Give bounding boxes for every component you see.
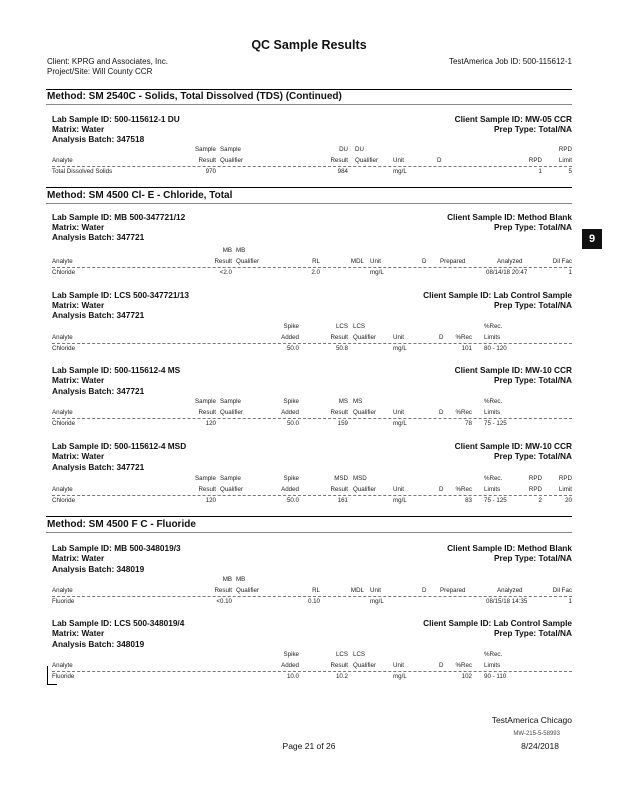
col-header: Prepared [440, 587, 466, 594]
col-header: MDL [350, 258, 364, 265]
table-cell: Chloride [52, 345, 76, 352]
col-header: D [422, 587, 427, 594]
scan-mark [47, 666, 48, 684]
table-cell: 50.0 [286, 497, 299, 504]
client-sample-id: Client Sample ID: MW-05 CCR [454, 114, 572, 124]
table-cell: 20 [565, 497, 572, 504]
col-header: MSD [334, 475, 348, 482]
table-cell: mg/L [393, 673, 407, 680]
prep-type: Prep Type: Total/NA [493, 553, 572, 563]
table-cell: 08/15/18 14:35 [486, 598, 528, 605]
footer-date: 8/24/2018 [521, 741, 559, 751]
lab-sample-id: Lab Sample ID: LCS 500-347721/13 [52, 290, 189, 300]
col-header: Unit [393, 486, 405, 493]
table-cell: 102 [461, 673, 472, 680]
client-sample-id: Client Sample ID: Method Blank [447, 212, 572, 222]
col-header: Sample [195, 146, 216, 153]
method-heading: Method: SM 2540C - Solids, Total Dissolved (TDS) (Continued) [47, 91, 342, 102]
matrix: Matrix: Water [52, 553, 105, 563]
table-rule [52, 495, 572, 496]
table-cell: 90 - 110 [484, 673, 507, 680]
col-header: Qualifier [353, 334, 377, 341]
col-header: MB [222, 576, 232, 583]
table-cell: 120 [205, 497, 216, 504]
table-cell: mg/L [370, 598, 384, 605]
col-header: Unit [393, 662, 405, 669]
table-cell: 08/14/18 20:47 [486, 269, 528, 276]
col-header: MB [236, 247, 246, 254]
col-header: D [437, 157, 442, 164]
col-header: Result [330, 486, 348, 493]
col-header: MDL [350, 587, 364, 594]
col-header: RL [312, 587, 320, 594]
matrix: Matrix: Water [52, 451, 105, 461]
col-header: Qualifier [353, 486, 377, 493]
section-divider [46, 532, 572, 533]
col-header: LCS [353, 323, 366, 330]
table-cell: 80 - 120 [484, 345, 507, 352]
project-site: Project/Site: Will County CCR [47, 67, 153, 76]
col-header: Spike [283, 323, 299, 330]
prep-type: Prep Type: Total/NA [493, 124, 572, 134]
col-header: D [439, 409, 444, 416]
section-divider [46, 516, 572, 517]
table-cell: 75 - 125 [484, 497, 507, 504]
col-header: Limit [558, 157, 572, 164]
col-header: Qualifier [236, 587, 260, 594]
table-cell: 50.0 [286, 345, 299, 352]
col-header: Analyzed [497, 258, 523, 265]
analysis-batch: Analysis Batch: 347721 [52, 462, 145, 472]
col-header: Qualifier [220, 157, 244, 164]
col-header: Result [198, 157, 216, 164]
method-heading: Method: SM 4500 Cl- E - Chloride, Total [47, 190, 233, 201]
table-cell: 75 - 125 [484, 420, 507, 427]
col-header: Spike [283, 475, 299, 482]
col-header: Qualifier [220, 409, 244, 416]
table-cell: 101 [461, 345, 472, 352]
col-header: RPD [528, 475, 542, 482]
col-header: Analyte [52, 258, 73, 265]
col-header: RPD [558, 146, 572, 153]
col-header: %Rec [455, 486, 472, 493]
col-header: D [439, 662, 444, 669]
col-header: Spike [283, 651, 299, 658]
method-heading: Method: SM 4500 F C - Fluoride [47, 519, 196, 530]
prep-type: Prep Type: Total/NA [493, 300, 572, 310]
table-cell: mg/L [393, 420, 407, 427]
col-header: Limits [484, 334, 501, 341]
footer-lab-name: TestAmerica Chicago [491, 715, 572, 725]
col-header: MSD [353, 475, 367, 482]
table-cell: mg/L [393, 497, 407, 504]
analysis-batch: Analysis Batch: 347518 [52, 134, 145, 144]
prep-type: Prep Type: Total/NA [493, 222, 572, 232]
matrix: Matrix: Water [52, 124, 105, 134]
table-rule [52, 267, 572, 268]
table-cell: 50.0 [286, 420, 299, 427]
table-cell: 159 [337, 420, 348, 427]
col-header: Sample [220, 146, 241, 153]
table-cell: mg/L [370, 269, 384, 276]
col-header: Added [281, 662, 299, 669]
col-header: Result [330, 662, 348, 669]
col-header: D [422, 258, 427, 265]
col-header: Sample [195, 475, 216, 482]
col-header: Analyte [52, 662, 73, 669]
table-cell: 1 [538, 168, 542, 175]
client-sample-id: Client Sample ID: Lab Control Sample [423, 618, 572, 628]
table-cell: 984 [337, 168, 348, 175]
lab-sample-id: Lab Sample ID: MB 500-348019/3 [52, 543, 181, 553]
table-cell: 1 [568, 269, 572, 276]
analysis-batch: Analysis Batch: 347721 [52, 386, 145, 396]
col-header: Result [214, 587, 232, 594]
section-divider [46, 89, 572, 90]
table-cell: 10.2 [335, 673, 348, 680]
table-cell: 83 [465, 497, 472, 504]
col-header: Unit [393, 409, 405, 416]
col-header: Unit [393, 157, 405, 164]
col-header: LCS [335, 651, 348, 658]
col-header: %Rec [455, 662, 472, 669]
col-header: %Rec. [484, 323, 503, 330]
client-sample-id: Client Sample ID: MW-10 CCR [454, 441, 572, 451]
client-sample-id: Client Sample ID: Lab Control Sample [423, 290, 572, 300]
table-cell: 2.0 [311, 269, 320, 276]
section-divider [46, 187, 572, 188]
table-cell: Chloride [52, 420, 76, 427]
table-cell: <2.0 [219, 269, 232, 276]
client-sample-id: Client Sample ID: MW-10 CCR [454, 365, 572, 375]
section-divider [46, 104, 572, 105]
col-header: Result [330, 334, 348, 341]
col-header: Qualifier [353, 409, 377, 416]
prep-type: Prep Type: Total/NA [493, 451, 572, 461]
col-header: Result [330, 157, 348, 164]
col-header: DU [339, 146, 348, 153]
col-header: Added [281, 334, 299, 341]
section-divider [46, 203, 572, 204]
col-header: MS [338, 398, 348, 405]
col-header: %Rec. [484, 475, 503, 482]
col-header: Qualifier [353, 662, 377, 669]
table-cell: 1 [568, 598, 572, 605]
col-header: %Rec. [484, 651, 503, 658]
table-cell: 10.0 [286, 673, 299, 680]
col-header: Unit [370, 587, 382, 594]
col-header: MS [353, 398, 363, 405]
table-rule [52, 671, 572, 672]
matrix: Matrix: Water [52, 300, 105, 310]
table-cell: 2 [538, 497, 542, 504]
scan-mark [47, 684, 57, 685]
col-header: Analyte [52, 334, 73, 341]
col-header: Sample [220, 475, 241, 482]
col-header: LCS [353, 651, 366, 658]
col-header: Unit [393, 334, 405, 341]
page-title: QC Sample Results [251, 38, 367, 52]
col-header: Spike [283, 398, 299, 405]
lab-sample-id: Lab Sample ID: LCS 500-348019/4 [52, 618, 185, 628]
table-cell: 161 [337, 497, 348, 504]
table-cell: mg/L [393, 345, 407, 352]
col-header: Analyte [52, 587, 73, 594]
matrix: Matrix: Water [52, 222, 105, 232]
col-header: Limits [484, 486, 501, 493]
lab-sample-id: Lab Sample ID: 500-115612-4 MS [52, 365, 181, 375]
table-cell: <0.10 [216, 598, 232, 605]
col-header: Limits [484, 409, 501, 416]
table-cell: 970 [205, 168, 216, 175]
table-cell: Chloride [52, 269, 76, 276]
col-header: LCS [335, 323, 348, 330]
col-header: %Rec [455, 334, 472, 341]
col-header: Qualifier [355, 157, 379, 164]
col-header: MB [222, 247, 232, 254]
prep-type: Prep Type: Total/NA [493, 375, 572, 385]
col-header: Sample [220, 398, 241, 405]
analysis-batch: Analysis Batch: 348019 [52, 564, 145, 574]
table-cell: 5 [568, 168, 572, 175]
col-header: Analyte [52, 486, 73, 493]
col-header: MB [236, 576, 246, 583]
section-tab-badge: 9 [582, 229, 602, 249]
col-header: Result [214, 258, 232, 265]
col-header: Qualifier [236, 258, 260, 265]
lab-sample-id: Lab Sample ID: 500-115612-4 MSD [52, 441, 187, 451]
col-header: Analyte [52, 409, 73, 416]
col-header: Result [198, 409, 216, 416]
col-header: Unit [370, 258, 382, 265]
table-cell: Chloride [52, 497, 76, 504]
analysis-batch: Analysis Batch: 348019 [52, 639, 145, 649]
table-rule [52, 418, 572, 419]
col-header: Limit [558, 486, 572, 493]
col-header: RPD [528, 486, 542, 493]
col-header: Qualifier [220, 486, 244, 493]
col-header: Limits [484, 662, 501, 669]
prep-type: Prep Type: Total/NA [493, 628, 572, 638]
matrix: Matrix: Water [52, 628, 105, 638]
col-header: Analyzed [497, 587, 523, 594]
job-id: TestAmerica Job ID: 500-115612-1 [448, 57, 572, 66]
footer-doc-id: MW-215-5-58993 [513, 731, 560, 737]
table-rule [52, 596, 572, 597]
table-cell: 50.8 [335, 345, 348, 352]
page-number: Page 21 of 26 [282, 741, 336, 751]
col-header: Added [281, 486, 299, 493]
col-header: RPD [558, 475, 572, 482]
col-header: DU [355, 146, 364, 153]
col-header: %Rec [455, 409, 472, 416]
col-header: Sample [195, 398, 216, 405]
lab-sample-id: Lab Sample ID: MB 500-347721/12 [52, 212, 186, 222]
table-rule [52, 343, 572, 344]
analysis-batch: Analysis Batch: 347721 [52, 232, 145, 242]
matrix: Matrix: Water [52, 375, 105, 385]
analysis-batch: Analysis Batch: 347721 [52, 310, 145, 320]
col-header: %Rec. [484, 398, 503, 405]
table-cell: Fluoride [52, 598, 75, 605]
client-name: Client: KPRG and Associates, Inc. [47, 57, 168, 66]
col-header: Result [330, 409, 348, 416]
col-header: RL [312, 258, 320, 265]
lab-sample-id: Lab Sample ID: 500-115612-1 DU [52, 114, 180, 124]
table-rule [52, 166, 572, 167]
col-header: Dil Fac [552, 587, 572, 594]
col-header: D [439, 334, 444, 341]
table-cell: Fluoride [52, 673, 75, 680]
client-sample-id: Client Sample ID: Method Blank [447, 543, 572, 553]
col-header: Dil Fac [552, 258, 572, 265]
col-header: Result [198, 486, 216, 493]
col-header: Added [281, 409, 299, 416]
col-header: Prepared [440, 258, 466, 265]
table-cell: 0.10 [307, 598, 320, 605]
col-header: Analyte [52, 157, 73, 164]
table-cell: mg/L [393, 168, 407, 175]
table-cell: 78 [465, 420, 472, 427]
table-cell: Total Dissolved Solids [52, 168, 113, 175]
table-cell: 120 [205, 420, 216, 427]
col-header: D [439, 486, 444, 493]
col-header: RPD [528, 157, 542, 164]
